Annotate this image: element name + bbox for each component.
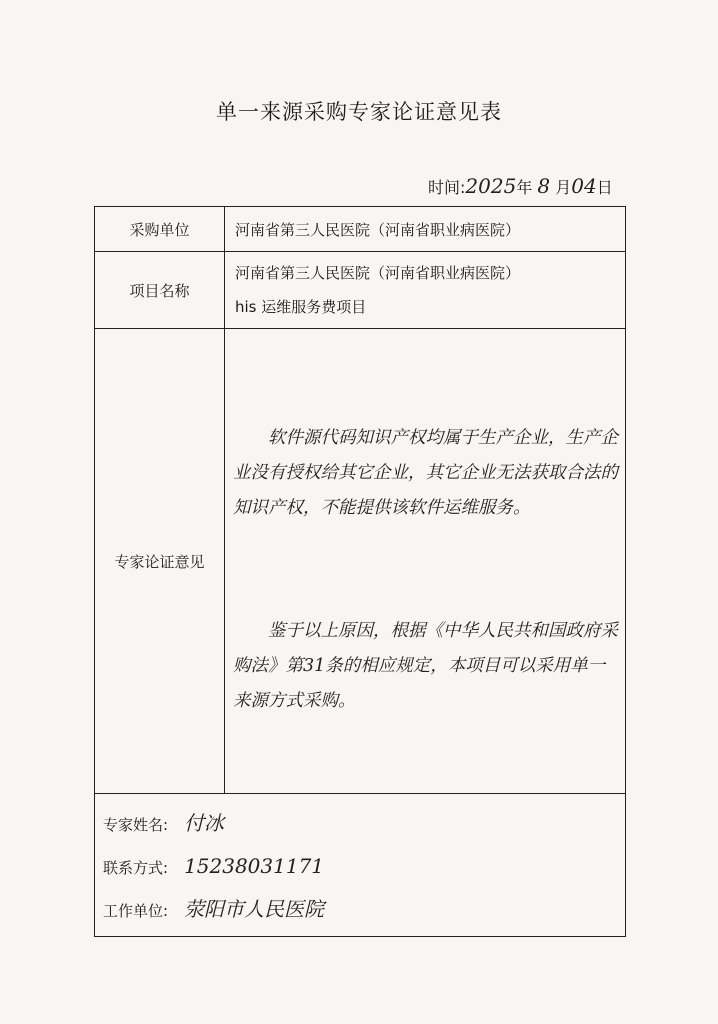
- document-title: 单一来源采购专家论证意见表: [216, 100, 502, 124]
- expert-work-value: 荥阳市人民医院: [184, 896, 325, 921]
- expert-name-label: 专家姓名:: [103, 815, 169, 834]
- expert-info-row: [95, 794, 626, 937]
- expert-phone-label: 联系方式:: [103, 858, 169, 877]
- date-year: 2025: [465, 174, 517, 198]
- project-row: [95, 252, 626, 329]
- date-year-suffix: 年: [516, 178, 533, 197]
- opinion-paragraph-1: 软件源代码知识产权均属于生产企业，生产企业没有授权给其它企业，其它企业无法获取合法的知识产权，不能提供该软件运维服务。: [233, 428, 618, 518]
- project-value-line1: 河南省第三人民医院（河南省职业病医院）: [235, 264, 521, 282]
- expert-phone-value: 15238031171: [184, 853, 325, 878]
- purchaser-row: [95, 207, 626, 252]
- date-month: 8: [537, 174, 551, 198]
- purchaser-label: 采购单位: [95, 207, 225, 252]
- expert-work-line: [103, 891, 625, 934]
- date-label: 时间:: [428, 178, 466, 197]
- opinion-label: 专家论证意见: [95, 329, 225, 794]
- opinion-row: [95, 329, 626, 794]
- date-day: 04: [571, 174, 597, 198]
- purchaser-value: 河南省第三人民医院（河南省职业病医院）: [225, 207, 626, 252]
- project-value-line2: his 运维服务费项目: [235, 298, 367, 316]
- project-label: 项目名称: [95, 252, 225, 329]
- expert-phone-line: [103, 848, 625, 891]
- date-month-suffix: 月: [555, 178, 572, 197]
- expert-name-value: 付冰: [184, 810, 225, 835]
- opinion-form-table: [94, 206, 626, 937]
- expert-info-cell: [95, 794, 626, 937]
- handwritten-opinion: [233, 351, 619, 789]
- opinion-value: [225, 329, 626, 794]
- project-value: [225, 252, 626, 329]
- date-day-suffix: 日: [596, 178, 613, 197]
- opinion-paragraph-2: 鉴于以上原因，根据《中华人民共和国政府采购法》第31条的相应规定，本项目可以采用单一来源方式采购。: [233, 621, 618, 711]
- date-line: [428, 174, 628, 198]
- expert-work-label: 工作单位:: [103, 901, 169, 920]
- expert-name-line: [103, 805, 625, 848]
